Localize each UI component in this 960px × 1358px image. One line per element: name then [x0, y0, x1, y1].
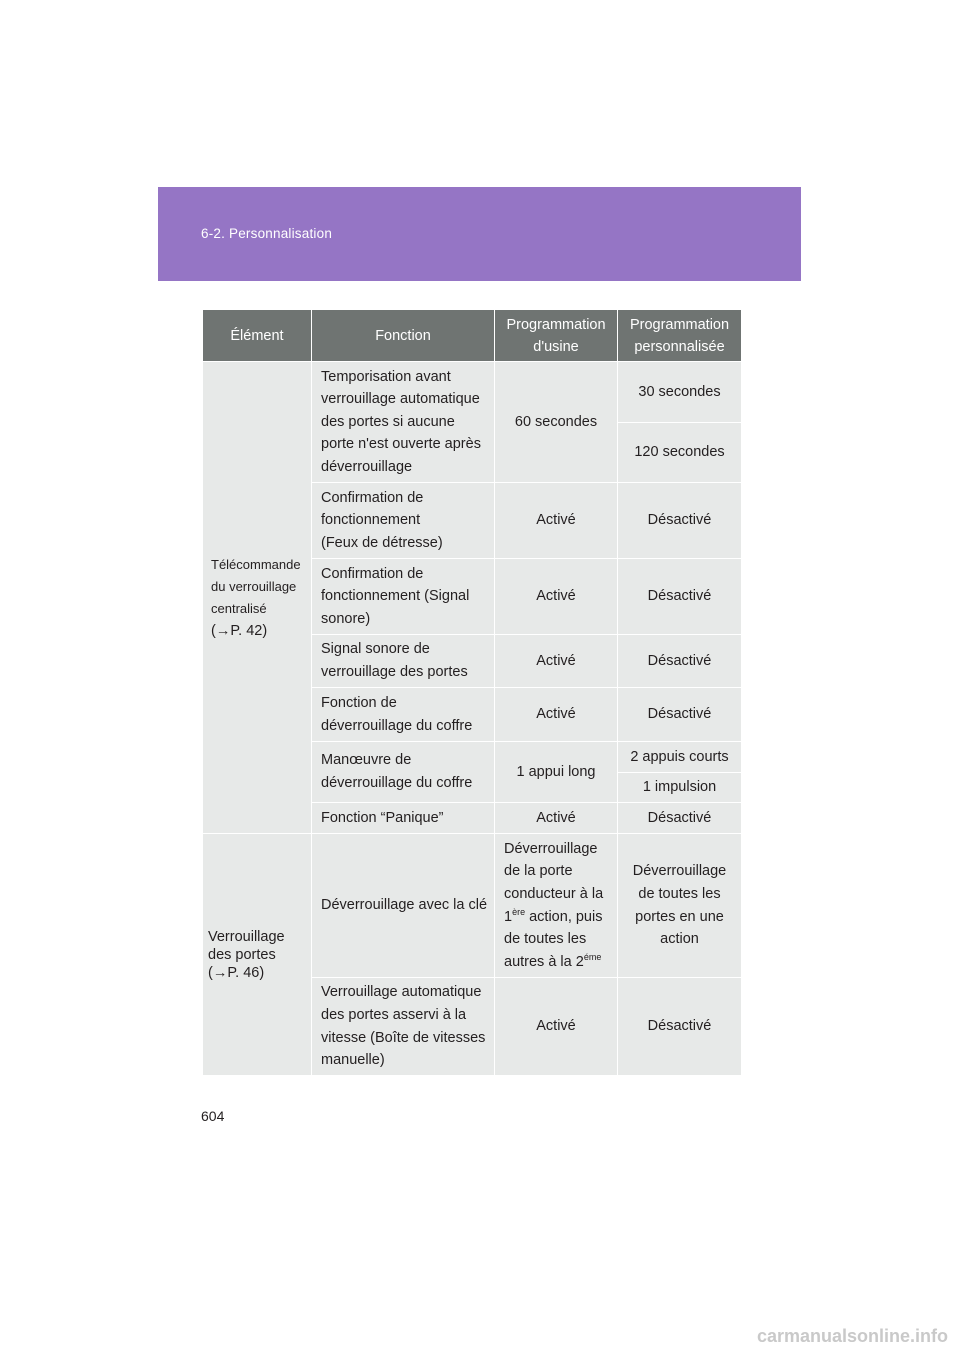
section-header-band [158, 187, 801, 281]
element-label-line: Télécommande [211, 556, 301, 572]
function-cell: Fonction “Panique” [312, 803, 495, 834]
ordinal-superscript: éme [583, 951, 602, 962]
element-label-remote-locking [211, 554, 305, 642]
factory-setting-cell: Activé [495, 978, 618, 1076]
function-line: fonctionnement [321, 512, 421, 529]
column-header-function: Fonction [312, 310, 495, 362]
factory-setting-cell: Activé [495, 483, 618, 559]
page-number: 604 [201, 1108, 225, 1124]
custom-setting-cell: 1 impulsion [618, 773, 742, 803]
factory-text: Déverrouillage de la porte conducteur à la 1 [504, 840, 604, 925]
custom-setting-cell: Désactivé [618, 483, 742, 559]
function-cell: Manœuvre de déverrouillage du coffre [312, 742, 495, 803]
function-line: (Feux de détresse) [321, 534, 443, 551]
page-reference: (→P. 46) [208, 964, 265, 981]
custom-setting-cell: Désactivé [618, 688, 742, 742]
custom-setting-cell: 2 appuis courts [618, 742, 742, 773]
custom-setting-cell: Désactivé [618, 803, 742, 834]
table-row [203, 834, 742, 978]
custom-setting-cell: 30 secondes [618, 362, 742, 423]
function-cell: Verrouillage automatique des portes asservi à la vitesse (Boîte de vitesses manuelle) [312, 978, 495, 1076]
function-cell: Confirmation de fonctionnement (Signal sonore) [312, 559, 495, 635]
custom-setting-cell: Déverrouillage de toutes les portes en une action [618, 834, 742, 978]
table-header-row [203, 310, 742, 362]
ordinal-superscript: ère [512, 906, 526, 917]
table-row [203, 362, 742, 423]
custom-setting-cell: 120 secondes [618, 423, 742, 483]
function-cell [312, 483, 495, 559]
factory-setting-cell [495, 834, 618, 978]
column-header-element: Élément [203, 310, 312, 362]
element-label-line: des portes [208, 946, 276, 963]
page-reference: (→P. 42) [211, 622, 268, 639]
function-line: Confirmation de [321, 489, 424, 506]
element-label-line: du verrouillage [211, 578, 297, 594]
element-label-line: Verrouillage [208, 928, 285, 945]
function-cell: Déverrouillage avec la clé [312, 834, 495, 978]
customization-table [202, 309, 742, 1076]
column-header-custom-setting: Programmation personnalisée [618, 310, 742, 362]
section-title: 6-2. Personnalisation [201, 226, 333, 241]
factory-setting-cell: Activé [495, 559, 618, 635]
function-cell: Signal sonore de verrouillage des portes [312, 635, 495, 688]
factory-text: action, puis de toutes les autres à la 2 [504, 908, 603, 970]
function-cell: Fonction de déverrouillage du coffre [312, 688, 495, 742]
factory-setting-cell: 1 appui long [495, 742, 618, 803]
factory-setting-cell: Activé [495, 803, 618, 834]
factory-setting-cell: 60 secondes [495, 362, 618, 483]
function-cell: Temporisation avant verrouillage automatique des portes si aucune porte n'est ouverte après déverrouillage [312, 362, 495, 483]
custom-setting-cell: Désactivé [618, 635, 742, 688]
factory-setting-cell: Activé [495, 635, 618, 688]
element-cell-door-locking [203, 834, 312, 1076]
watermark: carmanualsonline.info [756, 1326, 948, 1346]
custom-setting-cell: Désactivé [618, 978, 742, 1076]
element-label-line: centralisé [211, 600, 267, 616]
factory-setting-cell: Activé [495, 688, 618, 742]
custom-setting-cell: Désactivé [618, 559, 742, 635]
column-header-factory-setting: Programmation d'usine [495, 310, 618, 362]
element-cell-remote-locking [203, 362, 312, 834]
